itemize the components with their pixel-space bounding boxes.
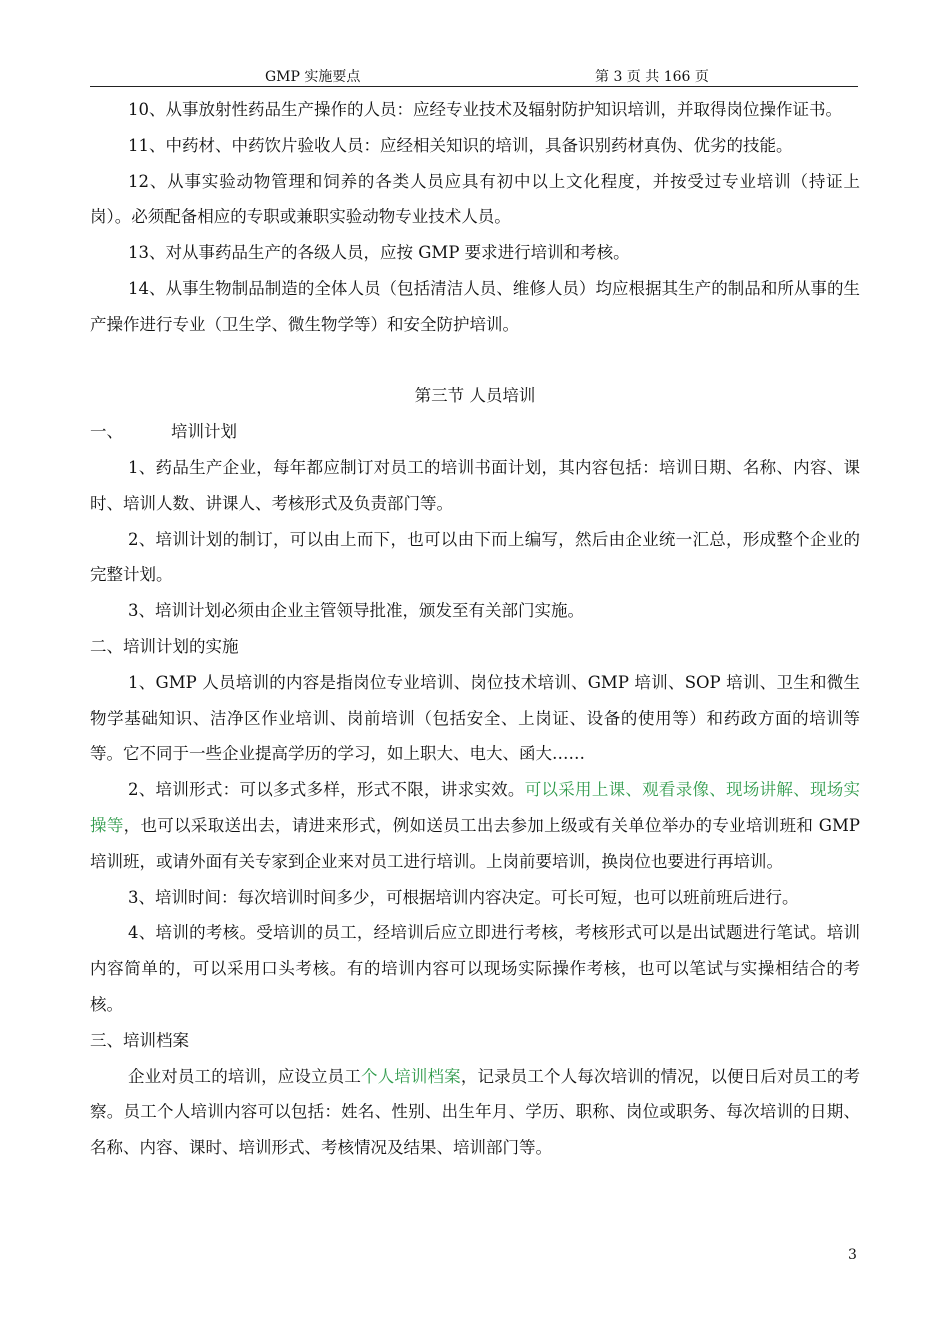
plan-paragraph-3: 3、培训计划必须由企业主管领导批准，颁发至有关部门实施。 [128,601,584,621]
header-page-info: 第 3 页 共 166 页 [595,69,709,85]
plan-paragraph-2: 2、培训计划的制订，可以由上而下，也可以由下而上编写，然后由企业统一汇总，形成整个企业的完整计划。 [90,529,860,585]
item-13: 13、对从事药品生产的各级人员，应按 GMP 要求进行培训和考核。 [128,243,630,263]
impl-2-text-b: ，也可以采取送出去，请进来形式，例如送员工出去参加上级或有关单位举办的专业培训班和 GMP 培训班，或请外面有关专家到企业来对员工进行培训。上岗前要培训，换岗位也要进行再培训。 [90,815,860,871]
archive-paragraph [90,1059,860,1166]
page-number: 3 [848,1247,857,1263]
header-doc-title: GMP 实施要点 [265,69,361,85]
plan-paragraph-1: 1、药品生产企业，每年都应制订对员工的培训书面计划，其内容包括：培训日期、名称、内容、课时、培训人数、讲课人、考核形式及负责部门等。 [90,457,860,513]
item-11: 11、中药材、中药饮片验收人员：应经相关知识的培训，具备识别药材真伪、优劣的技能。 [128,135,793,155]
heading-training-archive: 三、培训档案 [90,1030,189,1050]
impl-paragraph-3: 3、培训时间：每次培训时间多少，可根据培训内容决定。可长可短，也可以班前班后进行。 [128,887,799,907]
archive-highlight: 个人培训档案 [360,1066,461,1086]
impl-paragraph-4: 4、培训的考核。受培训的员工，经培训后应立即进行考核，考核形式可以是出试题进行笔试。培训内容简单的，可以采用口头考核。有的培训内容可以现场实际操作考核，也可以笔试与实操相结合的考核。 [90,923,860,1014]
section-title: 第三节 人员培训 [414,386,536,406]
archive-text-b: ，记录员工个人每次培训的情况，以便日后对员工的考察。员工个人培训内容可以包括：姓名、性别、出生年月、学历、职称、岗位或职务、每次培训的日期、名称、内容、课时、培训形式、考核情况及结果、培训部门等。 [90,1066,861,1158]
page-header [90,64,858,87]
impl-2-text-a: 2、培训形式：可以多式多样，形式不限，讲求实效。 [128,780,525,800]
impl-2-highlight: 可以采用上课、观看录像、现场讲解、现场实操等 [90,780,861,835]
heading-training-plan [90,414,860,450]
document-body [90,92,860,1166]
archive-text-a: 企业对员工的培训，应设立员工 [128,1066,361,1086]
heading-number: 一、 [90,422,123,442]
item-14: 14、从事生物制品制造的全体人员（包括清洁人员、维修人员）均应根据其生产的制品和所从事的生产操作进行专业（卫生学、微生物学等）和安全防护培训。 [90,278,860,334]
item-10: 10、从事放射性药品生产操作的人员：应经专业技术及辐射防护知识培训，并取得岗位操作证书。 [128,100,842,119]
impl-paragraph-2 [90,772,860,879]
heading-plan-implementation: 二、培训计划的实施 [90,636,239,656]
item-12: 12、从事实验动物管理和饲养的各类人员应具有初中以上文化程度，并按受过专业培训（持证上岗）。必须配备相应的专职或兼职实验动物专业技术人员。 [90,171,860,227]
heading-text: 培训计划 [171,422,237,442]
impl-paragraph-1: 1、GMP 人员培训的内容是指岗位专业培训、岗位技术培训、GMP 培训、SOP 培训、卫生和微生物学基础知识、洁净区作业培训、岗前培训（包括安全、上岗证、设备的使用等）和药政方面的培训等等。它不同于一些企业提高学历的学习，如上职大、电大、函大…… [90,672,860,764]
